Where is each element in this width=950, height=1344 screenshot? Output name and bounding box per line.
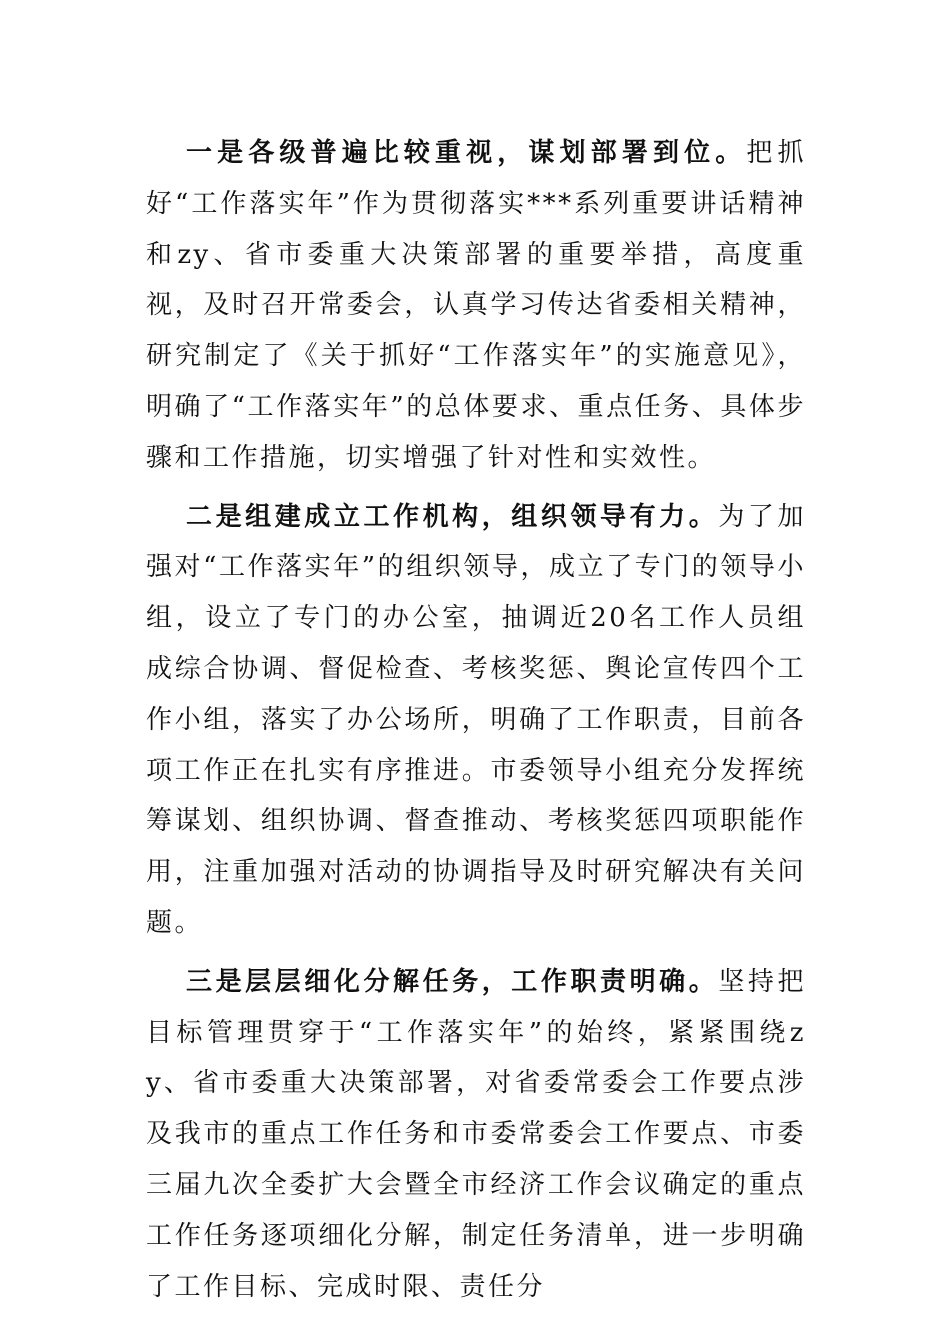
paragraph-3 bbox=[146, 957, 806, 1313]
paragraph-2-lead: 二是组建成立工作机构，组织领导有力。 bbox=[186, 501, 719, 532]
paragraph-1 bbox=[146, 128, 806, 484]
paragraph-3-body: 坚持把目标管理贯穿于“工作落实年”的始终，紧紧围绕zy、省市委重大决策部署，对省委常委会工作要点涉及我市的重点工作任务和市委常委会工作要点、市委三届九次全委扩大会暨全市经济工作会议确定的重点工作任务逐项细化分解，制定任务清单，进一步明确了工作目标、完成时限、责任分 bbox=[146, 966, 806, 1302]
paragraph-2-body: 为了加强对“工作落实年”的组织领导，成立了专门的领导小组，设立了专门的办公室，抽调近20名工作人员组成综合协调、督促检查、考核奖惩、舆论宣传四个工作小组，落实了办公场所，明确了工作职责，目前各项工作正在扎实有序推进。市委领导小组充分发挥统筹谋划、组织协调、督查推动、考核奖惩四项职能作用，注重加强对活动的协调指导及时研究解决有关问题。 bbox=[146, 501, 806, 938]
paragraph-1-lead: 一是各级普遍比较重视，谋划部署到位。 bbox=[186, 138, 747, 168]
paragraph-1-body: 把抓好“工作落实年”作为贯彻落实***系列重要讲话精神和zy、省市委重大决策部署的重要举措，高度重视，及时召开常委会，认真学习传达省委相关精神，研究制定了《关于抓好“工作落实年”的实施意见》，明确了“工作落实年”的总体要求、重点任务、具体步骤和工作措施，切实增强了针对性和实效性。 bbox=[146, 138, 806, 473]
paragraph-3-lead: 三是层层细化分解任务，工作职责明确。 bbox=[186, 966, 719, 997]
document-body bbox=[146, 128, 806, 1312]
paragraph-2 bbox=[146, 492, 806, 949]
